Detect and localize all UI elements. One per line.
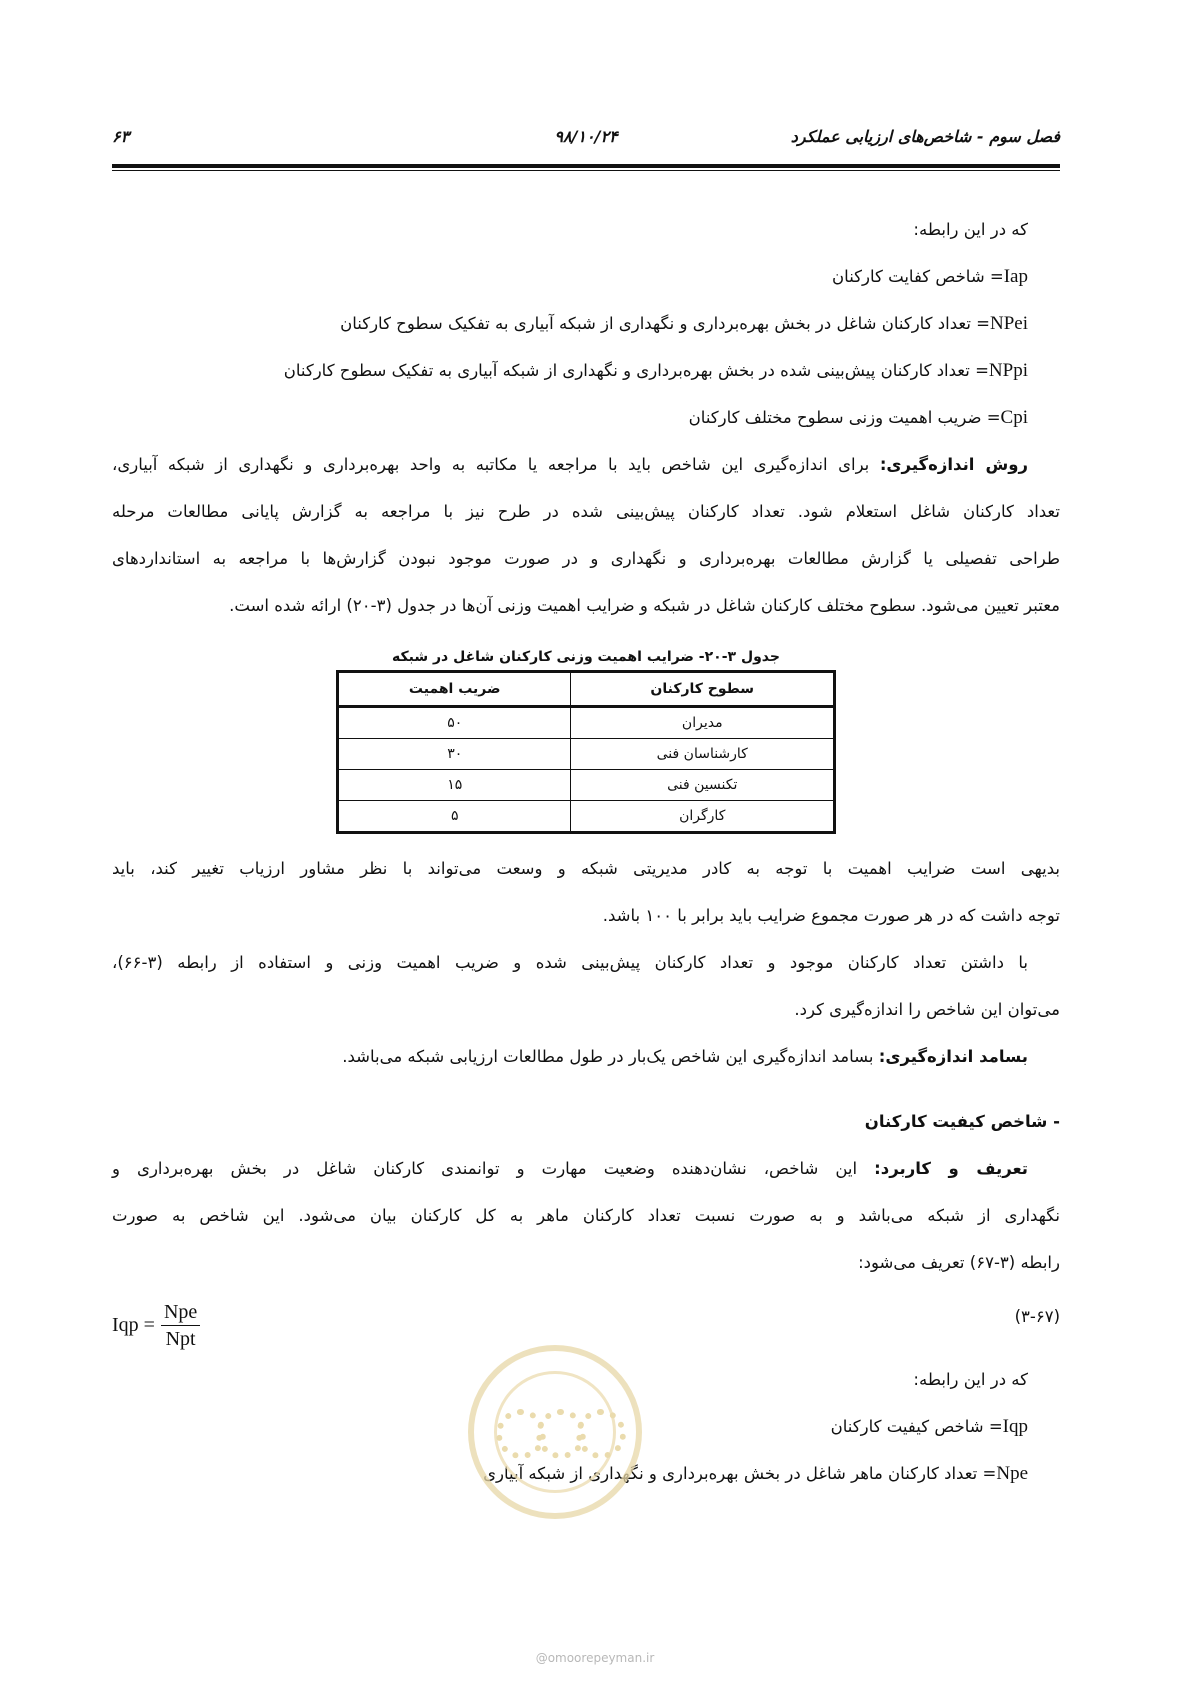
table-cell-weight: ۵: [338, 801, 571, 833]
table-header-row: [338, 672, 835, 707]
page-number: ۶۳: [112, 127, 130, 146]
table-row: [338, 801, 835, 833]
equation-numerator: Npe: [161, 1299, 200, 1326]
table-cell-level: مدیران: [571, 707, 835, 739]
def-npei: [112, 309, 1060, 356]
para2-line-1: بدیهی است ضرایب اهمیت با توجه به کادر مدیریتی شبکه و وسعت می‌تواند با نظر مشاور ارزیاب تغییر کند، باید: [112, 859, 1060, 878]
table-header-weight: ضریب اهمیت: [338, 672, 571, 707]
method-label: روش اندازه‌گیری:: [879, 455, 1028, 474]
table-caption: جدول ۳-۲۰- ضرایب اهمیت وزنی کارکنان شاغل در شبکه: [392, 649, 780, 665]
def-iap: [112, 262, 1060, 309]
table-cell-weight: ۳۰: [338, 739, 571, 770]
method-line-2: تعداد کارکنان شاغل استعلام شود. تعداد کارکنان پیش‌بینی شده در طرح نیز با مراجعه به گزارش پایانی مطالعات مرحله: [112, 502, 1060, 521]
table-row: [338, 770, 835, 801]
def-text: = ضریب اهمیت وزنی سطوح مختلف کارکنان: [688, 408, 1001, 427]
footer-site: @omoorepeyman.ir: [535, 1651, 655, 1665]
chapter-title: فصل سوم - شاخص‌های ارزیابی عملکرد: [790, 127, 1060, 146]
table-cell-level: کارشناسان فنی: [571, 739, 835, 770]
def-text: = تعداد کارکنان شاغل در بخش بهره‌برداری و نگهداری از شبکه آبیاری به تفکیک سطوح کارکنان: [340, 314, 990, 333]
header-rule-thick: [112, 164, 1060, 168]
def-symbol: Npe: [996, 1463, 1028, 1484]
equation-number: (۳-۶۷): [1014, 1307, 1060, 1326]
watermark-seal: [468, 1345, 642, 1519]
table-cell-level: تکنسین فنی: [571, 770, 835, 801]
defs1-intro: که در این رابطه:: [913, 220, 1028, 239]
def-symbol: NPpi: [988, 360, 1028, 381]
table-header-level: سطوح کارکنان: [571, 672, 835, 707]
def-symbol: Cpi: [1000, 407, 1028, 428]
section2-line-3: رابطه (۳-۶۷) تعریف می‌شود:: [858, 1253, 1060, 1272]
page-body: [112, 215, 1060, 1506]
section-title: - شاخص کیفیت کارکنان: [864, 1112, 1060, 1131]
def-symbol: Iqp: [1002, 1416, 1028, 1437]
method-line-1: [112, 450, 1060, 497]
page-header: [112, 127, 1060, 155]
table-cell-level: کارگران: [571, 801, 835, 833]
gear-icon: [576, 1409, 626, 1459]
method-text-1: برای اندازه‌گیری این شاخص باید با مراجعه یا مکاتبه به واحد بهره‌برداری و نگهداری از شبکه آبیاری،: [112, 455, 870, 474]
definition-label: تعریف و کاربرد:: [874, 1159, 1028, 1178]
para3-line-2: می‌توان این شاخص را اندازه‌گیری کرد.: [794, 1000, 1060, 1019]
def-text: = تعداد کارکنان ماهر شاغل در بخش بهره‌برداری و نگهداری از شبکه آبیاری: [483, 1464, 997, 1483]
def-symbol: NPei: [990, 313, 1028, 334]
equation: [112, 1295, 200, 1355]
def-text: = شاخص کیفیت کارکنان: [830, 1417, 1003, 1436]
table-row: [338, 739, 835, 770]
frequency-label: بسامد اندازه‌گیری:: [878, 1047, 1028, 1066]
def-cpi: [112, 403, 1060, 450]
def-symbol: Iap: [1003, 266, 1028, 287]
table-cell-weight: ۱۵: [338, 770, 571, 801]
method-line-4: معتبر تعیین می‌شود. سطوح مختلف کارکنان شاغل در شبکه و ضرایب اهمیت وزنی آن‌ها در جدول (۳-۲۰) ارائه شده است.: [229, 596, 1060, 615]
table-row: [338, 707, 835, 739]
method-line-3: طراحی تفصیلی یا گزارش مطالعات بهره‌برداری و نگهداری و در صورت موجود نبودن گزارش‌ها با مراجعه به استانداردهای: [112, 549, 1060, 568]
def-text: = شاخص کفایت کارکنان: [832, 267, 1004, 286]
equation-lhs: Iqp =: [112, 1313, 155, 1336]
section2-text-1: این شاخص، نشان‌دهنده وضعیت مهارت و توانمندی کارکنان شاغل در بخش بهره‌برداری و: [112, 1159, 858, 1178]
frequency-text: بسامد اندازه‌گیری این شاخص یک‌بار در طول مطالعات ارزیابی شبکه می‌باشد.: [342, 1047, 874, 1066]
def-text: = تعداد کارکنان پیش‌بینی شده در بخش بهره‌برداری و نگهداری از شبکه آبیاری به تفکیک سطوح کارکنان: [283, 361, 989, 380]
para2-line-2: توجه داشت که در هر صورت مجموع ضرایب باید برابر با ۱۰۰ باشد.: [602, 906, 1060, 925]
section2-line-2: نگهداری از شبکه می‌باشد و به صورت نسبت تعداد کارکنان ماهر به کل کارکنان بیان می‌شود. این شاخص به صورت: [112, 1206, 1060, 1225]
def-nppi: [112, 356, 1060, 403]
section2-line-1: [112, 1154, 1060, 1201]
equation-fraction: [161, 1299, 200, 1352]
defs2-intro: که در این رابطه:: [913, 1370, 1028, 1389]
header-date: ۹۸/۱۰/۲۴: [554, 127, 618, 146]
header-rule-thin: [112, 170, 1060, 171]
para3-line-1: با داشتن تعداد کارکنان موجود و تعداد کارکنان پیش‌بینی شده و ضریب اهمیت وزنی و استفاده از رابطه (۳-۶۶)،: [112, 953, 1028, 972]
table-cell-weight: ۵۰: [338, 707, 571, 739]
frequency-line: [112, 1042, 1060, 1089]
weights-table: [336, 670, 836, 834]
equation-denominator: Npt: [165, 1327, 196, 1350]
